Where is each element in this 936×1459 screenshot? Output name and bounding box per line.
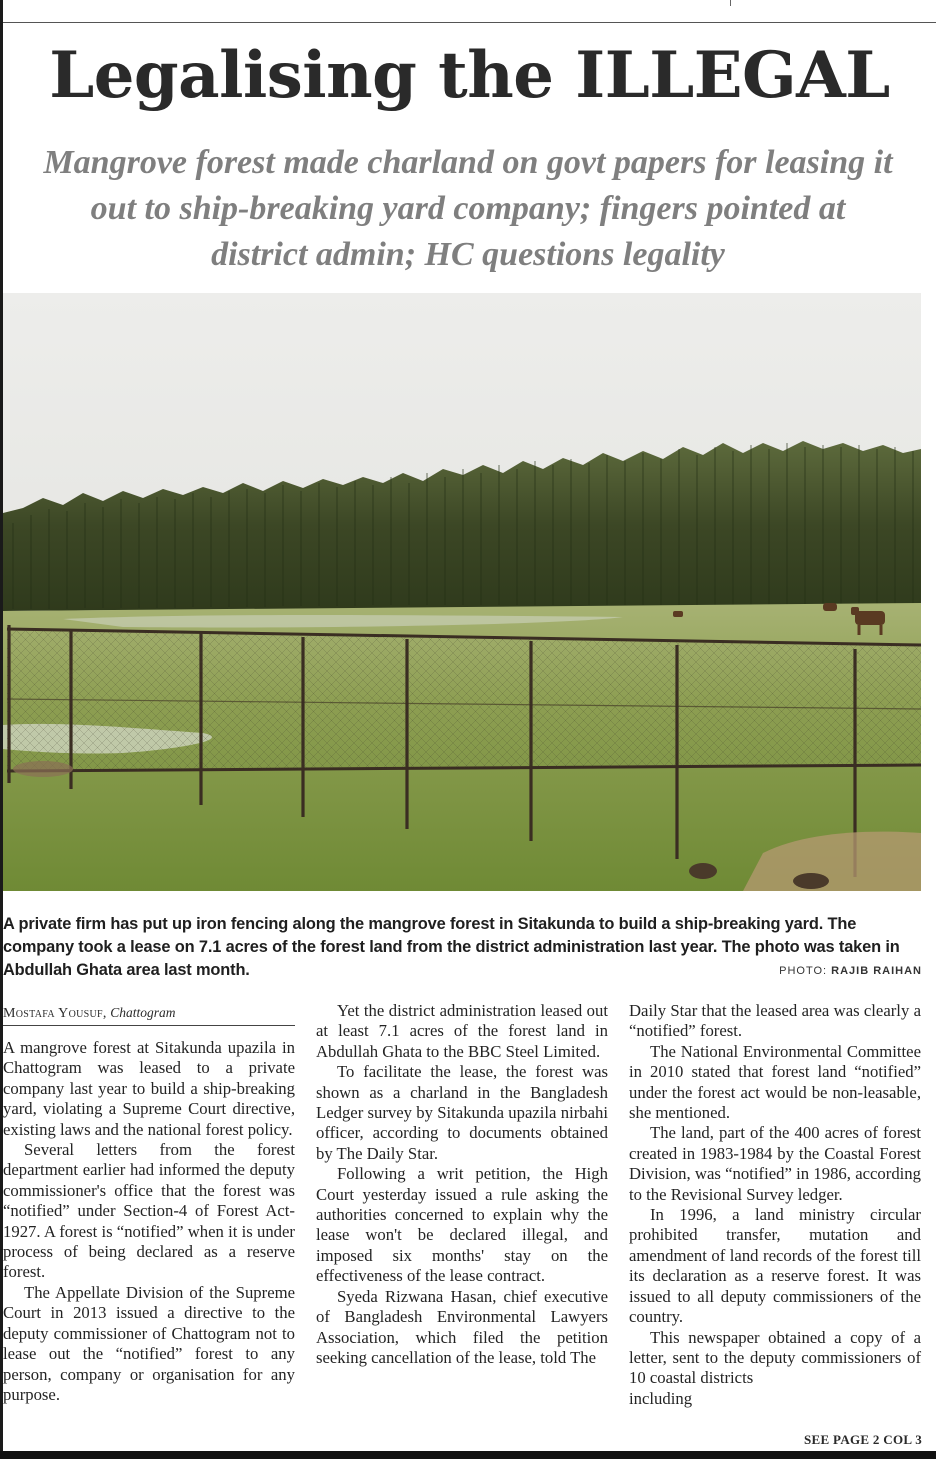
news-photo <box>3 293 921 891</box>
paragraph: The land, part of the 400 acres of forest created in 1983-1984 by the Coastal Forest Division, was “notified” in 1986, according to the Revisional Survey ledger. <box>629 1123 921 1204</box>
rock <box>689 863 717 879</box>
paragraph: The National Environmental Committee in 2010 stated that forest land “notified” under the forest act would be non-leasable, she mentioned. <box>629 1041 921 1123</box>
article-column-2 <box>316 1001 608 1368</box>
paragraph: Several letters from the forest department earlier had informed the deputy commissioner's office that the forest was “notified” under Section-4 of Forest Act-1927. A forest is “notified” when it is under process of being declared as a reserve forest. <box>3 1140 295 1282</box>
paragraph: Following a writ petition, the High Court yesterday issued a rule asking the authorities concerned to explain why the lease won't be declared illegal, and imposed six months' stay on the effectiveness of the lease contract. <box>316 1164 608 1286</box>
photo-caption: A private firm has put up iron fencing along the mangrove forest in Sitakunda to build a ship-breaking yard. The company took a lease on 7.1 acres of the forest land from the district administration last year. The photo was taken in Abdullah Ghata area last month. <box>3 915 900 979</box>
fence-mesh <box>7 629 921 771</box>
mangrove-fence-illustration <box>3 293 921 891</box>
paragraph: To facilitate the lease, the forest was shown as a charland in the Bangladesh Ledger survey by Sitakunda upazila nirbahi officer, according to documents obtained by The Daily Star. <box>316 1062 608 1163</box>
jump-line[interactable]: SEE PAGE 2 COL 3 <box>804 1432 922 1447</box>
paragraph: A mangrove forest at Sitakunda upazila in Chattogram was leased to a private company last year to build a ship-breaking yard, violating a Supreme Court directive, existing laws and the national forest policy. <box>3 1038 295 1139</box>
paragraph: The Appellate Division of the Supreme Court in 2013 issued a directive to the deputy commissioner of Chattogram not to lease out the “notified” forest to any person, company or organisation for any purpose. <box>3 1282 295 1404</box>
paragraph: In 1996, a land ministry circular prohibited transfer, mutation and amendment of land records of the forest till its declaration as a reserve forest. It was issued to all deputy commissioners of the country. <box>629 1205 921 1327</box>
top-tick-mark <box>722 0 731 6</box>
byline-place: Chattogram <box>110 1005 176 1020</box>
paragraph-continued: including <box>629 1388 693 1408</box>
byline <box>3 1003 295 1026</box>
rock <box>793 873 829 889</box>
paragraph: Syeda Rizwana Hasan, chief executive of Bangladesh Environmental Lawyers Association, which filed the petition seeking cancellation of the lease, told The <box>316 1286 608 1367</box>
paragraph: Daily Star that the leased area was clearly a “notified” forest. <box>629 1001 921 1041</box>
photo-credit-name: RAJIB RAIHAN <box>831 965 922 977</box>
byline-author: Mostafa Yousuf, <box>3 1006 107 1021</box>
headline: Legalising the ILLEGAL <box>49 38 890 113</box>
paragraph: This newspaper obtained a copy of a letter, sent to the deputy commissioners of 10 coastal districts <box>629 1327 921 1388</box>
top-rule <box>3 22 936 23</box>
subhead: Mangrove forest made charland on govt papers for leasing it out to ship-breaking yard company; fingers pointed at district admin; HC questions legality <box>43 144 893 273</box>
paragraph: Yet the district administration leased out at least 7.1 acres of the forest land in Abdullah Ghata to the BBC Steel Limited. <box>316 1001 608 1061</box>
photo-credit-label: PHOTO: <box>779 965 828 977</box>
bottom-border <box>0 1451 936 1459</box>
rock <box>13 761 73 777</box>
article-column-1 <box>3 1038 295 1405</box>
article-column-3 <box>629 1001 921 1409</box>
photo-credit <box>779 965 922 977</box>
